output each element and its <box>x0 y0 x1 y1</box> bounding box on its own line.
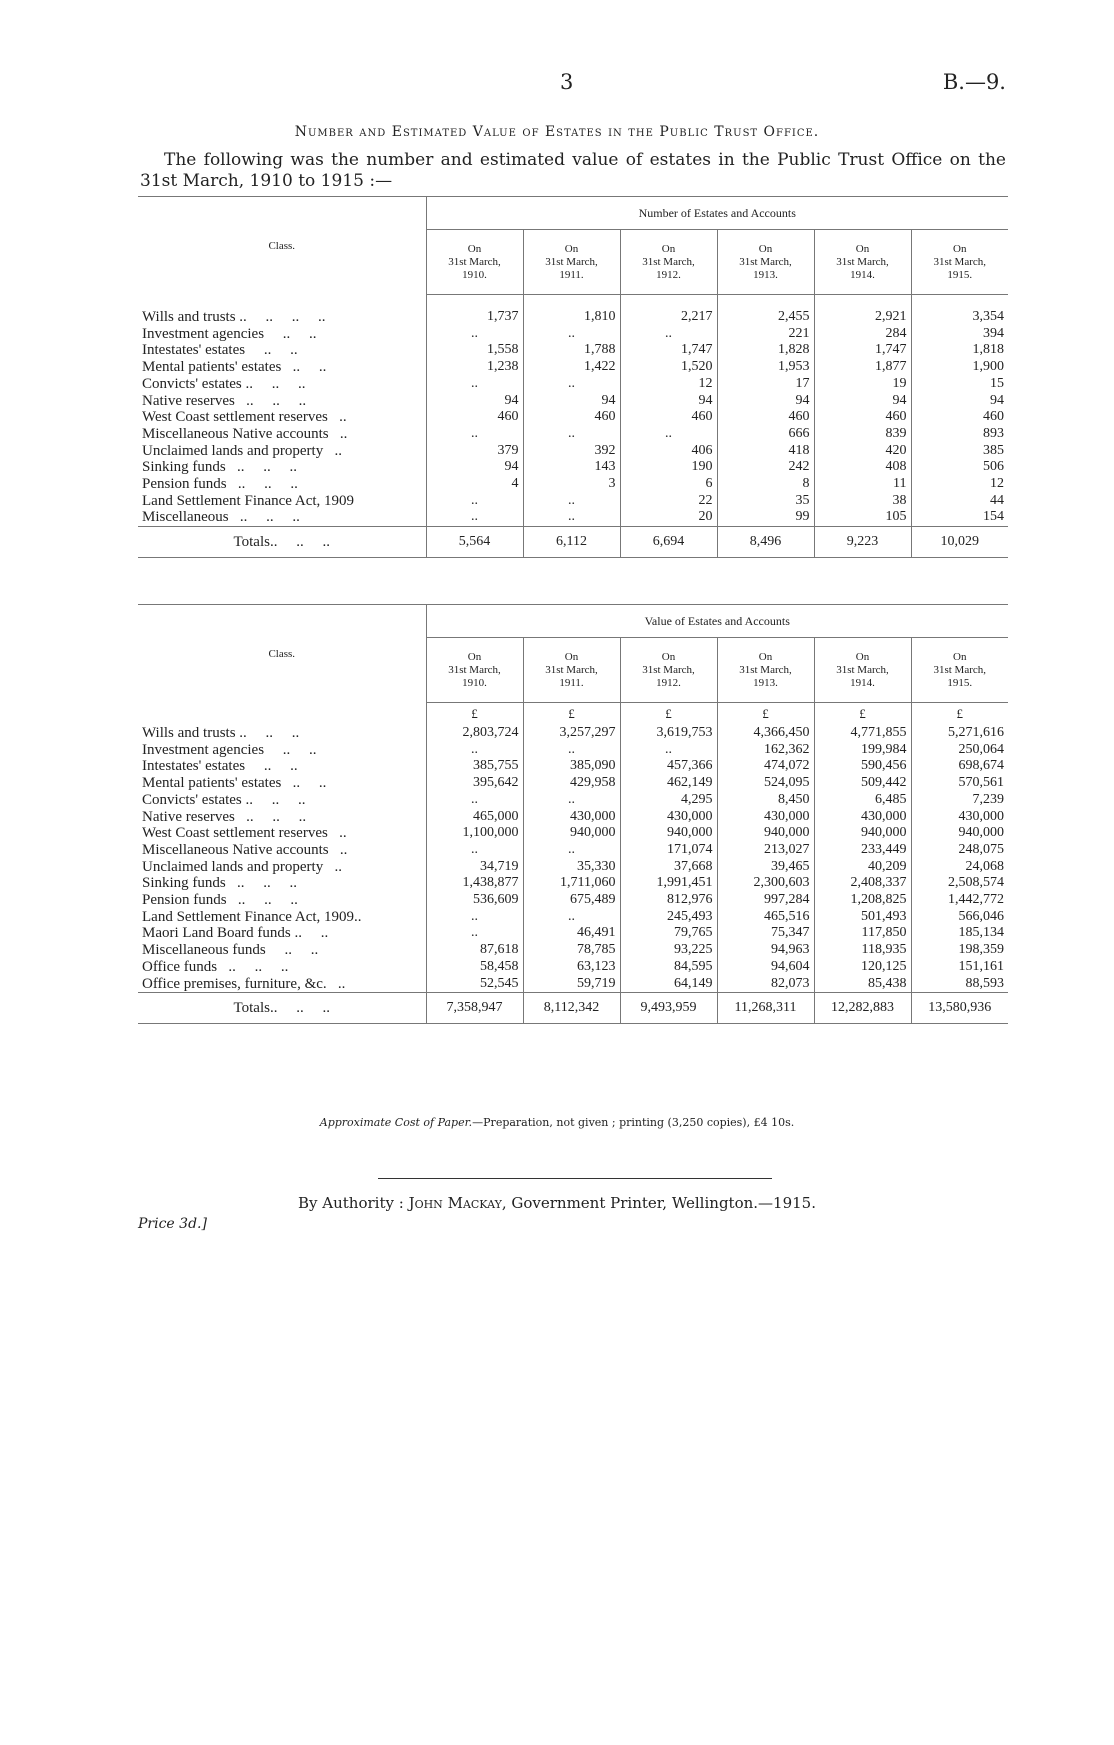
cell-value: 20 <box>620 509 717 526</box>
cell-value: 37,668 <box>620 859 717 876</box>
cell-value: 698,674 <box>911 758 1008 775</box>
cell-value: 118,935 <box>814 942 911 959</box>
table-row <box>138 792 1008 809</box>
year-column-header: On 31st March, 1913. <box>717 638 814 703</box>
cell-value: 84,595 <box>620 959 717 976</box>
year-column-header: On 31st March, 1911. <box>523 638 620 703</box>
cell-value: 465,516 <box>717 909 814 926</box>
row-label: Mental patients' estates .. .. <box>142 775 327 792</box>
totals-label: Totals.. .. .. <box>138 993 426 1024</box>
cell-value: 82,073 <box>717 976 814 993</box>
year-column-header: On 31st March, 1915. <box>911 230 1008 295</box>
spacer-cell: £ <box>426 703 523 726</box>
cell-value: 38 <box>814 493 911 510</box>
table-row <box>138 725 1008 742</box>
spacer-cell <box>620 295 717 310</box>
cell-value: .. <box>426 742 523 759</box>
cell-value: 394 <box>911 326 1008 343</box>
group-header: Value of Estates and Accounts <box>426 605 1008 638</box>
total-value: 8,112,342 <box>523 993 620 1024</box>
total-value: 7,358,947 <box>426 993 523 1024</box>
cell-value: 233,449 <box>814 842 911 859</box>
cell-value: 2,408,337 <box>814 875 911 892</box>
spacer-cell: £ <box>814 703 911 726</box>
cell-value: 3 <box>523 476 620 493</box>
cell-value: 40,209 <box>814 859 911 876</box>
cell-value: 8,450 <box>717 792 814 809</box>
cell-value: 94 <box>717 393 814 410</box>
spacer-cell <box>911 295 1008 310</box>
table-row <box>138 758 1008 775</box>
cell-value: .. <box>426 509 523 526</box>
cell-value: .. <box>620 426 717 443</box>
cell-value: 1,991,451 <box>620 875 717 892</box>
cell-value: 63,123 <box>523 959 620 976</box>
authority-line <box>0 1194 1114 1212</box>
cell-value: 429,958 <box>523 775 620 792</box>
table-row <box>138 359 1008 376</box>
total-value: 8,496 <box>717 527 814 558</box>
row-label: Intestates' estates .. .. <box>142 758 298 775</box>
cell-value: 78,785 <box>523 942 620 959</box>
table-row <box>138 443 1008 460</box>
cell-value: 64,149 <box>620 976 717 993</box>
cell-value: 105 <box>814 509 911 526</box>
cell-value: 1,953 <box>717 359 814 376</box>
cell-value: 675,489 <box>523 892 620 909</box>
table-row <box>138 326 1008 343</box>
row-label: Native reserves .. .. .. <box>142 392 307 409</box>
cell-value: 15 <box>911 376 1008 393</box>
cell-value: .. <box>523 326 620 343</box>
spacer-cell: £ <box>523 703 620 726</box>
cell-value: .. <box>523 842 620 859</box>
cell-value: 99 <box>717 509 814 526</box>
number-of-estates-table <box>138 196 1008 558</box>
total-value: 5,564 <box>426 527 523 558</box>
cell-value: 2,300,603 <box>717 875 814 892</box>
cell-value: 460 <box>814 409 911 426</box>
cell-value: 460 <box>717 409 814 426</box>
cell-value: 24,068 <box>911 859 1008 876</box>
cell-value: 4,366,450 <box>717 725 814 742</box>
cell-value: 1,442,772 <box>911 892 1008 909</box>
year-column-header: On 31st March, 1914. <box>814 230 911 295</box>
table-row <box>138 942 1008 959</box>
table-row <box>138 909 1008 926</box>
group-header: Number of Estates and Accounts <box>426 197 1008 230</box>
cell-value: 501,493 <box>814 909 911 926</box>
cell-value: 1,422 <box>523 359 620 376</box>
table-row <box>138 509 1008 526</box>
cell-value: .. <box>426 426 523 443</box>
cell-value: 22 <box>620 493 717 510</box>
table-row <box>138 409 1008 426</box>
class-column-header: Class. <box>138 605 426 703</box>
cell-value: 590,456 <box>814 758 911 775</box>
cell-value: 666 <box>717 426 814 443</box>
cell-value: 2,508,574 <box>911 875 1008 892</box>
cell-value: 12 <box>620 376 717 393</box>
cell-value: 457,366 <box>620 758 717 775</box>
cell-value: 44 <box>911 493 1008 510</box>
cell-value: 385,755 <box>426 758 523 775</box>
spacer-cell <box>138 295 426 310</box>
cell-value: 221 <box>717 326 814 343</box>
cell-value: 460 <box>523 409 620 426</box>
cell-value: 88,593 <box>911 976 1008 993</box>
row-label: Office premises, furniture, &c. .. <box>142 975 346 992</box>
cell-value: .. <box>426 925 523 942</box>
row-label: Investment agencies .. .. <box>142 325 317 342</box>
cell-value: 19 <box>814 376 911 393</box>
cell-value: .. <box>426 493 523 510</box>
cell-value: 430,000 <box>911 809 1008 826</box>
cell-value: 392 <box>523 443 620 460</box>
table-row <box>138 376 1008 393</box>
cell-value: 245,493 <box>620 909 717 926</box>
cell-value: 52,545 <box>426 976 523 993</box>
cell-value: 460 <box>426 409 523 426</box>
cell-value: .. <box>426 326 523 343</box>
page-number: 3 <box>560 70 574 94</box>
spacer-cell: £ <box>620 703 717 726</box>
row-label: Miscellaneous Native accounts .. <box>142 425 348 442</box>
row-label: Mental patients' estates .. .. <box>142 359 327 376</box>
cell-value: 17 <box>717 376 814 393</box>
value-of-estates-table <box>138 604 1008 1024</box>
year-column-header: On 31st March, 1912. <box>620 230 717 295</box>
spacer-cell: £ <box>717 703 814 726</box>
table-row <box>138 459 1008 476</box>
cell-value: 1,818 <box>911 342 1008 359</box>
cell-value: 79,765 <box>620 925 717 942</box>
cell-value: 1,788 <box>523 342 620 359</box>
cell-value: 566,046 <box>911 909 1008 926</box>
year-column-header: On 31st March, 1910. <box>426 230 523 295</box>
cell-value: 11 <box>814 476 911 493</box>
cell-value: 1,810 <box>523 309 620 326</box>
cell-value: 85,438 <box>814 976 911 993</box>
year-column-header: On 31st March, 1915. <box>911 638 1008 703</box>
cell-value: 3,354 <box>911 309 1008 326</box>
cell-value: 198,359 <box>911 942 1008 959</box>
table-row <box>138 859 1008 876</box>
year-column-header: On 31st March, 1910. <box>426 638 523 703</box>
total-value: 6,694 <box>620 527 717 558</box>
cell-value: 460 <box>620 409 717 426</box>
row-label: Land Settlement Finance Act, 1909.. <box>142 908 362 925</box>
cell-value: 120,125 <box>814 959 911 976</box>
cell-value: 408 <box>814 459 911 476</box>
cell-value: 839 <box>814 426 911 443</box>
cell-value: 242 <box>717 459 814 476</box>
row-label: Sinking funds .. .. .. <box>142 875 298 892</box>
cell-value: 75,347 <box>717 925 814 942</box>
cell-value: .. <box>523 909 620 926</box>
row-label: Investment agencies .. .. <box>142 741 317 758</box>
cell-value: 213,027 <box>717 842 814 859</box>
cell-value: 3,619,753 <box>620 725 717 742</box>
class-column-header: Class. <box>138 197 426 295</box>
cell-value: 93,225 <box>620 942 717 959</box>
cell-value: 509,442 <box>814 775 911 792</box>
cost-text: —Preparation, not given ; printing (3,250 copies), £4 10s. <box>472 1116 795 1129</box>
row-label: Pension funds .. .. .. <box>142 476 298 493</box>
cell-value: 420 <box>814 443 911 460</box>
cell-value: 2,921 <box>814 309 911 326</box>
row-label: West Coast settlement reserves .. <box>142 409 347 426</box>
row-label: Intestates' estates .. .. <box>142 342 298 359</box>
cell-value: 46,491 <box>523 925 620 942</box>
row-label: Miscellaneous .. .. .. <box>142 509 300 526</box>
cell-value: 1,711,060 <box>523 875 620 892</box>
cell-value: 171,074 <box>620 842 717 859</box>
cell-value: 6,485 <box>814 792 911 809</box>
table-row <box>138 476 1008 493</box>
table-row <box>138 892 1008 909</box>
cell-value: 940,000 <box>523 825 620 842</box>
spacer-cell <box>717 295 814 310</box>
cell-value: 3,257,297 <box>523 725 620 742</box>
cell-value: 570,561 <box>911 775 1008 792</box>
cell-value: 385 <box>911 443 1008 460</box>
table-row <box>138 976 1008 993</box>
cell-value: 2,803,724 <box>426 725 523 742</box>
row-label: Land Settlement Finance Act, 1909 <box>142 492 355 509</box>
cell-value: 35 <box>717 493 814 510</box>
totals-row <box>138 993 1008 1024</box>
total-value: 13,580,936 <box>911 993 1008 1024</box>
cell-value: .. <box>426 376 523 393</box>
price: Price 3d.] <box>138 1216 207 1232</box>
row-label: West Coast settlement reserves .. <box>142 825 347 842</box>
cell-value: 94,963 <box>717 942 814 959</box>
year-column-header: On 31st March, 1914. <box>814 638 911 703</box>
cost-label: Approximate Cost of Paper. <box>319 1116 473 1129</box>
cell-value: 1,520 <box>620 359 717 376</box>
row-label: Wills and trusts .. .. .. .. <box>142 309 326 325</box>
cell-value: 1,558 <box>426 342 523 359</box>
total-value: 9,223 <box>814 527 911 558</box>
table-row <box>138 809 1008 826</box>
spacer-row <box>138 703 1008 726</box>
cell-value: 58,458 <box>426 959 523 976</box>
cell-value: .. <box>426 792 523 809</box>
cell-value: 154 <box>911 509 1008 526</box>
row-label: Wills and trusts .. .. .. <box>142 725 300 741</box>
cell-value: .. <box>426 842 523 859</box>
cell-value: 395,642 <box>426 775 523 792</box>
row-label: Pension funds .. .. .. <box>142 892 298 909</box>
intro-paragraph: The following was the number and estimated value of estates in the Public Trust Office on the 31st March, 1910 to 1915 :— <box>140 150 1006 191</box>
cell-value: 536,609 <box>426 892 523 909</box>
table-row <box>138 842 1008 859</box>
cell-value: 1,238 <box>426 359 523 376</box>
cell-value: 1,828 <box>717 342 814 359</box>
spacer-cell <box>138 703 426 726</box>
spacer-cell: £ <box>911 703 1008 726</box>
table-row <box>138 875 1008 892</box>
cell-value: 4,771,855 <box>814 725 911 742</box>
table-row <box>138 342 1008 359</box>
footer-rule <box>378 1178 772 1179</box>
cell-value: 94 <box>523 393 620 410</box>
table-row <box>138 742 1008 759</box>
cell-value: 199,984 <box>814 742 911 759</box>
cell-value: 1,100,000 <box>426 825 523 842</box>
year-column-header: On 31st March, 1913. <box>717 230 814 295</box>
cell-value: 59,719 <box>523 976 620 993</box>
cell-value: 474,072 <box>717 758 814 775</box>
table-row <box>138 309 1008 326</box>
cell-value: 162,362 <box>717 742 814 759</box>
cell-value: 284 <box>814 326 911 343</box>
authority-suffix: , Government Printer, Wellington.—1915. <box>501 1194 816 1212</box>
cell-value: 117,850 <box>814 925 911 942</box>
cell-value: 39,465 <box>717 859 814 876</box>
cell-value: .. <box>523 792 620 809</box>
cell-value: 940,000 <box>911 825 1008 842</box>
printer-name: John Mackay <box>408 1194 502 1212</box>
cost-footnote <box>0 1116 1114 1129</box>
cell-value: 94 <box>620 393 717 410</box>
cell-value: 430,000 <box>814 809 911 826</box>
table-row <box>138 959 1008 976</box>
totals-label: Totals.. .. .. <box>138 527 426 558</box>
table-row <box>138 775 1008 792</box>
cell-value: 2,217 <box>620 309 717 326</box>
cell-value: 94,604 <box>717 959 814 976</box>
cell-value: 2,455 <box>717 309 814 326</box>
cell-value: 506 <box>911 459 1008 476</box>
row-label: Convicts' estates .. .. .. <box>142 375 306 392</box>
total-value: 9,493,959 <box>620 993 717 1024</box>
cell-value: 1,747 <box>620 342 717 359</box>
cell-value: .. <box>620 742 717 759</box>
cell-value: 250,064 <box>911 742 1008 759</box>
cell-value: 6 <box>620 476 717 493</box>
total-value: 6,112 <box>523 527 620 558</box>
cell-value: .. <box>523 742 620 759</box>
cell-value: 940,000 <box>620 825 717 842</box>
year-column-header: On 31st March, 1911. <box>523 230 620 295</box>
row-label: Convicts' estates .. .. .. <box>142 791 306 808</box>
cell-value: 1,438,877 <box>426 875 523 892</box>
spacer-row <box>138 295 1008 310</box>
cell-value: 35,330 <box>523 859 620 876</box>
row-label: Native reserves .. .. .. <box>142 808 307 825</box>
cell-value: 940,000 <box>717 825 814 842</box>
cell-value: .. <box>523 509 620 526</box>
row-label: Unclaimed lands and property .. <box>142 442 342 459</box>
cell-value: 940,000 <box>814 825 911 842</box>
cell-value: 379 <box>426 443 523 460</box>
row-label: Sinking funds .. .. .. <box>142 459 298 476</box>
cell-value: 151,161 <box>911 959 1008 976</box>
cell-value: 94 <box>911 393 1008 410</box>
row-label: Miscellaneous Native accounts .. <box>142 841 348 858</box>
cell-value: 1,900 <box>911 359 1008 376</box>
cell-value: 190 <box>620 459 717 476</box>
cell-value: 893 <box>911 426 1008 443</box>
table-row <box>138 393 1008 410</box>
total-value: 11,268,311 <box>717 993 814 1024</box>
cell-value: .. <box>620 326 717 343</box>
page-title: Number and Estimated Value of Estates in the Public Trust Office. <box>294 124 820 140</box>
cell-value: 4 <box>426 476 523 493</box>
cell-value: 997,284 <box>717 892 814 909</box>
spacer-cell <box>523 295 620 310</box>
table-row <box>138 493 1008 510</box>
cell-value: 465,000 <box>426 809 523 826</box>
spacer-cell <box>814 295 911 310</box>
cell-value: .. <box>523 376 620 393</box>
table-row <box>138 426 1008 443</box>
cell-value: 94 <box>814 393 911 410</box>
cell-value: 143 <box>523 459 620 476</box>
spacer-cell <box>426 295 523 310</box>
cell-value: 7,239 <box>911 792 1008 809</box>
cell-value: 406 <box>620 443 717 460</box>
cell-value: .. <box>523 493 620 510</box>
year-column-header: On 31st March, 1912. <box>620 638 717 703</box>
cell-value: 87,618 <box>426 942 523 959</box>
cell-value: 8 <box>717 476 814 493</box>
cell-value: 94 <box>426 459 523 476</box>
cell-value: 248,075 <box>911 842 1008 859</box>
cell-value: 12 <box>911 476 1008 493</box>
cell-value: 418 <box>717 443 814 460</box>
table-row <box>138 825 1008 842</box>
cell-value: 1,747 <box>814 342 911 359</box>
cell-value: 1,208,825 <box>814 892 911 909</box>
cell-value: 524,095 <box>717 775 814 792</box>
totals-row <box>138 527 1008 558</box>
row-label: Unclaimed lands and property .. <box>142 858 342 875</box>
cell-value: 462,149 <box>620 775 717 792</box>
cell-value: 460 <box>911 409 1008 426</box>
cell-value: .. <box>523 426 620 443</box>
cell-value: 4,295 <box>620 792 717 809</box>
cell-value: 1,877 <box>814 359 911 376</box>
cell-value: 34,719 <box>426 859 523 876</box>
paper-reference: B.—9. <box>942 70 1006 94</box>
total-value: 12,282,883 <box>814 993 911 1024</box>
total-value: 10,029 <box>911 527 1008 558</box>
cell-value: 5,271,616 <box>911 725 1008 742</box>
cell-value: 185,134 <box>911 925 1008 942</box>
cell-value: 385,090 <box>523 758 620 775</box>
table-row <box>138 925 1008 942</box>
cell-value: 94 <box>426 393 523 410</box>
cell-value: 812,976 <box>620 892 717 909</box>
cell-value: 430,000 <box>523 809 620 826</box>
row-label: Miscellaneous funds .. .. <box>142 942 319 959</box>
row-label: Office funds .. .. .. <box>142 958 289 975</box>
cell-value: 1,737 <box>426 309 523 326</box>
cell-value: 430,000 <box>717 809 814 826</box>
row-label: Maori Land Board funds .. .. <box>142 925 329 942</box>
cell-value: 430,000 <box>620 809 717 826</box>
authority-prefix: By Authority : <box>298 1194 409 1212</box>
cell-value: .. <box>426 909 523 926</box>
